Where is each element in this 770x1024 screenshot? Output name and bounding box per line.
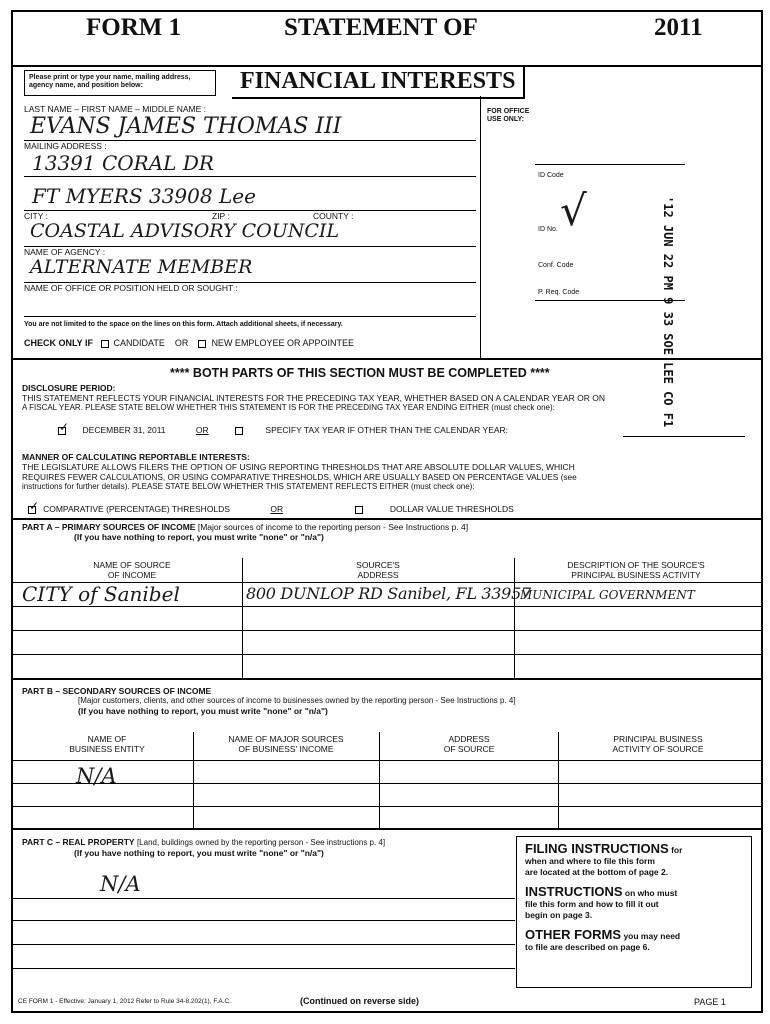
part-b-col4-head: PRINCIPAL BUSINESS ACTIVITY OF SOURCE	[612, 734, 704, 754]
period-text-2: A FISCAL YEAR. PLEASE STATE BELOW WHETHER THIS STATEMENT IS FOR THE PRECEDING TAX YEAR ENDING EITHER (must check one):	[22, 403, 555, 412]
period-text-1: THIS STATEMENT REFLECTS YOUR FINANCIAL INTERESTS FOR THE PRECEDING TAX YEAR, WHETHER BASED ON A CALENDAR YEAR OR ON	[22, 393, 605, 403]
december-checkbox[interactable]: ✓	[59, 419, 70, 434]
agency-label: NAME OF AGENCY :	[24, 247, 106, 257]
part-a-row-rule-2	[11, 630, 763, 631]
filing-text-3: are located at the bottom of page 2.	[525, 867, 669, 877]
part-b-title: PART B – SECONDARY SOURCES OF INCOME	[22, 686, 212, 696]
instructions-sidebar	[516, 836, 752, 988]
filing-text-1: for	[671, 845, 683, 855]
footer-continued: (Continued on reverse side)	[300, 996, 420, 1006]
title-line1: STATEMENT OF	[284, 14, 478, 41]
part-c-title-row	[22, 837, 385, 848]
part-a-col3-head: DESCRIPTION OF THE SOURCE'S PRINCIPAL BUSINESS ACTIVITY	[567, 560, 705, 580]
other-text-2: to file are described on page 6.	[525, 942, 650, 952]
position-label: NAME OF OFFICE OR POSITION HELD OR SOUGHT :	[24, 283, 238, 293]
position-value[interactable]: ALTERNATE MEMBER	[30, 256, 253, 278]
name-label: LAST NAME – FIRST NAME – MIDDLE NAME :	[24, 104, 207, 114]
conf-code-label: Conf. Code	[538, 262, 574, 269]
part-c-nothing-note: (If you have nothing to report, you must write "none" or "n/a")	[74, 848, 324, 858]
dollar-checkbox[interactable]	[355, 506, 363, 514]
address-line2-rule	[24, 210, 476, 211]
address-line1[interactable]: 13391 CORAL DR	[32, 151, 214, 175]
part-b-col2-head: NAME OF MAJOR SOURCES OF BUSINESS' INCOME	[228, 734, 344, 754]
part-b-col-divider-1	[193, 732, 194, 828]
part-c-title-note: [Land, buildings owned by the reporting person - See instructions p. 4]	[136, 838, 386, 847]
manner-heading: MANNER OF CALCULATING REPORTABLE INTERESTS:	[22, 452, 250, 462]
part-c-row-rule-1	[11, 898, 515, 899]
part-a-col2-head: SOURCE'S ADDRESS	[356, 560, 400, 580]
part-b-col1-head: NAME OF BUSINESS ENTITY	[69, 734, 145, 754]
office-use-heading-1: FOR OFFICE	[487, 108, 530, 115]
specify-label: SPECIFY TAX YEAR IF OTHER THAN THE CALENDAR YEAR:	[265, 425, 509, 435]
office-use-heading	[487, 108, 529, 124]
address-line2[interactable]: FT MYERS 33908 Lee	[32, 184, 256, 208]
threshold-options	[28, 498, 514, 514]
part-a-col1-head: NAME OF SOURCE OF INCOME	[93, 560, 171, 580]
part-c-row-rule-3	[11, 944, 515, 945]
form-year: 2011	[654, 14, 703, 41]
new-employee-checkbox[interactable]	[198, 340, 206, 348]
office-use-heading-2: USE ONLY:	[487, 116, 524, 123]
disclosure-bottom	[11, 518, 763, 520]
part-b-col-divider-3	[558, 732, 559, 828]
part-a-title: PART A – PRIMARY SOURCES OF INCOME	[22, 522, 196, 532]
instructions-text-2: file this form and how to fill it out	[525, 899, 659, 909]
filer-section-bottom	[11, 358, 763, 360]
part-b-row-rule-1	[11, 783, 763, 784]
part-a-row1-activity[interactable]: MUNICIPAL GOVERNMENT	[520, 588, 695, 602]
candidate-label: CANDIDATE	[113, 338, 165, 348]
part-a-bottom	[11, 678, 763, 680]
or-label: OR	[174, 338, 189, 348]
part-b-note-1: [Major customers, clients, and other sources of income to businesses owned by the reporting person - See Instructions p. 4]	[78, 696, 516, 705]
part-b-col3-head: ADDRESS OF SOURCE	[443, 734, 495, 754]
manner-text-3: instructions for further details). PLEASE STATE BELOW WHETHER THIS STATEMENT REFLECTS EITHER (must check one):	[22, 482, 475, 491]
id-code-label: ID Code	[538, 172, 564, 179]
office-top-rule	[535, 164, 685, 165]
part-c-title: PART C – REAL PROPERTY	[22, 837, 135, 847]
filing-instructions-block	[525, 843, 743, 878]
instructions-block	[525, 886, 743, 921]
office-use-divider	[480, 96, 481, 358]
footer-page: PAGE 1	[694, 997, 726, 1007]
title-line2: FINANCIAL INTERESTS	[232, 66, 525, 99]
comparative-checkbox[interactable]: ✓	[29, 498, 40, 513]
received-stamp: '12 JUN 22 PM 9 33 SOE LEE CO F1	[661, 196, 675, 428]
form-label: FORM 1	[86, 14, 182, 41]
footer-form-ref: CE FORM 1 - Effective: January 1, 2012 Refer to Rule 34-8.202(1), F.A.C.	[18, 998, 232, 1005]
p-req-code-label: P. Req. Code	[538, 289, 580, 296]
specify-checkbox[interactable]	[235, 427, 243, 435]
part-a-nothing-note: (If you have nothing to report, you must write "none" or "n/a")	[74, 532, 324, 542]
other-title: OTHER FORMS	[525, 927, 622, 942]
part-c-row-rule-2	[11, 920, 515, 921]
part-b-bottom	[11, 828, 763, 830]
id-no-label: ID No.	[538, 226, 558, 233]
candidate-checkbox[interactable]	[101, 340, 109, 348]
part-b-col-divider-2	[379, 732, 380, 828]
dollar-label: DOLLAR VALUE THRESHOLDS	[389, 504, 514, 514]
part-b-header-rule	[11, 760, 763, 761]
zip-label: ZIP :	[212, 211, 230, 221]
december-label: DECEMBER 31, 2011	[82, 425, 166, 435]
part-b-row-rule-2	[11, 806, 763, 807]
part-a-row1-address[interactable]: 800 DUNLOP RD Sanibel, FL 33957	[246, 584, 531, 603]
city-label: CITY :	[24, 211, 48, 221]
part-a-title-note: [Major sources of income to the reporting person - See Instructions p. 4]	[197, 522, 469, 532]
agency-value[interactable]: COASTAL ADVISORY COUNCIL	[30, 220, 340, 242]
other-text-1: you may need	[623, 931, 681, 941]
instructions-text-3: begin on page 3.	[525, 910, 593, 920]
instruction-box	[24, 70, 216, 96]
part-b-note-2: (If you have nothing to report, you must write "none" or "n/a")	[78, 706, 328, 716]
id-checkmark: √	[560, 186, 587, 235]
filing-title: FILING INSTRUCTIONS	[525, 841, 669, 856]
part-a-row-rule-1	[11, 606, 763, 607]
filing-text-2: when and where to file this form	[525, 856, 655, 866]
comparative-label: COMPARATIVE (PERCENTAGE) THRESHOLDS	[43, 504, 230, 514]
period-options	[58, 419, 509, 435]
manner-text-2: REQUIRES FEWER CALCULATIONS, OR USING COMPARATIVE THRESHOLDS, WHICH ARE USUALLY BASED ON PERCENTAGE VALUES (see	[22, 472, 577, 482]
disclosure-banner: **** BOTH PARTS OF THIS SECTION MUST BE COMPLETED ****	[170, 366, 550, 380]
part-a-title-row	[22, 522, 468, 532]
mailing-label: MAILING ADDRESS :	[24, 141, 107, 151]
part-a-row-rule-3	[11, 654, 763, 655]
other-forms-block	[525, 929, 743, 953]
period-heading: DISCLOSURE PERIOD:	[22, 383, 116, 393]
county-label: COUNTY :	[313, 211, 354, 221]
part-c-row-rule-4	[11, 968, 515, 969]
instruction-text: Please print or type your name, mailing address, agency name, and position below:	[29, 74, 191, 89]
part-c-row1-value[interactable]: N/A	[100, 872, 141, 896]
address-line1-rule	[24, 176, 476, 177]
name-value[interactable]: EVANS JAMES THOMAS III	[30, 114, 342, 139]
check-only-row	[24, 338, 354, 348]
part-b-row1-value[interactable]: N/A	[76, 764, 117, 788]
instructions-title: INSTRUCTIONS	[525, 884, 623, 899]
part-a-row1-name[interactable]: CITY of Sanibel	[22, 582, 180, 606]
part-a-col-divider-1	[242, 558, 243, 678]
part-a-col-divider-2	[514, 558, 515, 678]
manner-text-1: THE LEGISLATURE ALLOWS FILERS THE OPTION OF USING REPORTING THRESHOLDS THAT ARE ABSOLUTE DOLLAR VALUES, WHICH	[22, 462, 575, 472]
space-note: You are not limited to the space on the lines on this form. Attach additional sheets, if necessary.	[24, 321, 343, 328]
instructions-text-1: on who must	[624, 888, 678, 898]
threshold-or-label: OR	[270, 504, 284, 514]
specify-blank[interactable]	[623, 436, 745, 437]
position-bottom-rule	[24, 316, 476, 317]
check-only-if-label: CHECK ONLY IF	[24, 338, 94, 348]
new-employee-label: NEW EMPLOYEE OR APPOINTEE	[211, 338, 354, 348]
period-or-label: OR	[195, 425, 209, 435]
